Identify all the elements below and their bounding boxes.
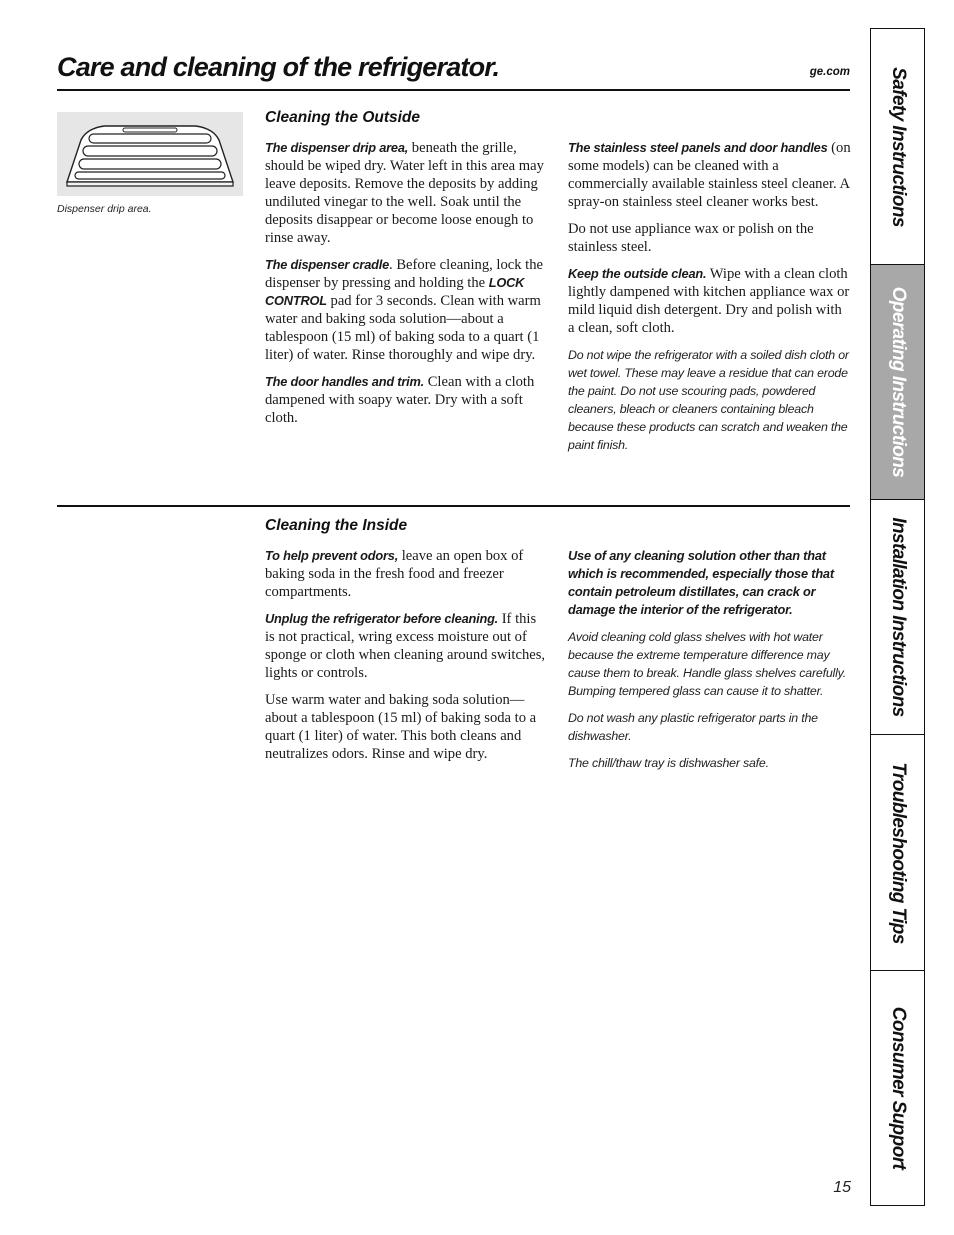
paragraph-stainless-steel: The stainless steel panels and door handles (on some models) can be cleaned with a commercially available stainless steel cleaner. A spray-on stainless steel cleaner works best. bbox=[568, 140, 851, 210]
section-heading-inside: Cleaning the Inside bbox=[265, 517, 408, 534]
paragraph-baking-soda: Use warm water and baking soda solution—about a tablespoon (15 ml) of baking soda to a quart (1 liter) of water. This both cleans and neutralizes odors. Rinse and wipe dry. bbox=[265, 692, 537, 762]
tab-consumer-support[interactable]: Consumer Support bbox=[887, 1006, 909, 1169]
paragraph-dispenser-cradle: The dispenser cradle. Before cleaning, lock the dispenser by pressing and holding the LOCK CONTROL pad for 3 seconds. Clean with warm water and baking soda solution—about a tablespoon (15 ml) of baking soda to a quart (1 liter) of water. Rinse thoroughly and wipe dry. bbox=[265, 257, 544, 363]
tab-operating-instructions[interactable]: Operating Instructions bbox=[871, 265, 924, 500]
paragraph-keep-clean: Keep the outside clean. Wipe with a clean cloth lightly dampened with kitchen appliance wax or mild liquid dish detergent. Dry and polish with a clean, soft cloth. bbox=[568, 266, 850, 336]
figure-caption: Dispenser drip area. bbox=[57, 203, 152, 215]
paragraph-prevent-odors: To help prevent odors, leave an open box of baking soda in the fresh food and freezer compartments. bbox=[265, 548, 524, 600]
section-heading-outside: Cleaning the Outside bbox=[265, 109, 421, 126]
tab-safety-instructions[interactable]: Safety Instructions bbox=[871, 29, 924, 265]
section-divider bbox=[57, 505, 850, 507]
page-number: 15 bbox=[833, 1179, 851, 1196]
outside-left-column bbox=[265, 139, 548, 436]
paragraph-no-wax: Do not use appliance wax or polish on the stainless steel. bbox=[568, 221, 814, 255]
tab-troubleshooting-tips[interactable]: Troubleshooting Tips bbox=[871, 735, 924, 971]
note-paint-finish: Do not wipe the refrigerator with a soiled dish cloth or wet towel. These may leave a residue that can erode the paint. Do not use scouring pads, powdered cleaners, bleach or cleaners containing bleach because these products can scratch and weaken the paint finish. bbox=[568, 348, 849, 452]
outside-right-column bbox=[568, 139, 851, 463]
paragraph-door-handles: The door handles and trim. Clean with a cloth dampened with soapy water. Dry with a soft cloth. bbox=[265, 374, 535, 426]
header-rule bbox=[57, 89, 850, 91]
inside-right-column bbox=[568, 547, 851, 781]
inside-left-column bbox=[265, 547, 548, 772]
section-tabs bbox=[870, 28, 925, 1206]
site-url[interactable]: ge.com bbox=[809, 66, 850, 78]
paragraph-drip-area: The dispenser drip area, beneath the grille, should be wiped dry. Water left in this area may leave deposits. Remove the deposits by adding undiluted vinegar to the well. Soak until the deposits disappear or become loose enough to rinse away. bbox=[265, 140, 544, 246]
dispenser-drip-area-illustration bbox=[57, 112, 243, 196]
note-plastic-parts: Do not wash any plastic refrigerator parts in the dishwasher. bbox=[568, 711, 818, 743]
warning-cleaning-solution: Use of any cleaning solution other than that which is recommended, especially those that contain petroleum distillates, can crack or damage the interior of the refrigerator. bbox=[568, 548, 834, 617]
note-glass-shelves: Avoid cleaning cold glass shelves with hot water because the extreme temperature difference may cause them to break. Handle glass shelves carefully. Bumping tempered glass can cause it to shatter. bbox=[568, 630, 846, 698]
tab-installation-instructions[interactable]: Installation Instructions bbox=[871, 500, 924, 735]
page-title: Care and cleaning of the refrigerator. bbox=[57, 52, 500, 82]
paragraph-unplug: Unplug the refrigerator before cleaning. If this is not practical, wring excess moisture out of sponge or cloth when cleaning around switches, lights or controls. bbox=[265, 611, 546, 681]
note-chill-thaw-tray: The chill/thaw tray is dishwasher safe. bbox=[568, 756, 769, 770]
